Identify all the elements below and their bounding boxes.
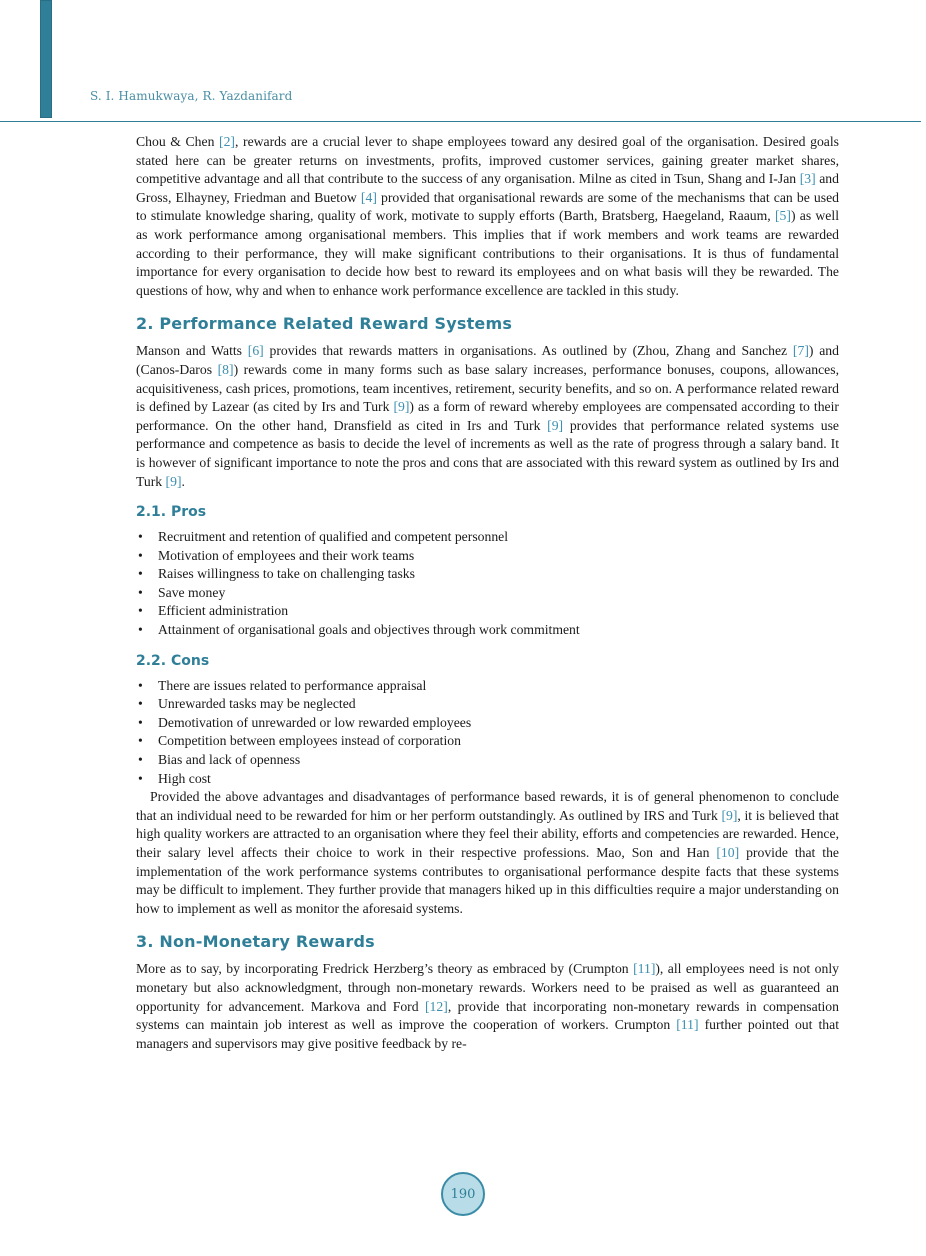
list-item: • Raises willingness to take on challenging tasks — [136, 565, 839, 584]
text-run: and Gross, Elhayney, Friedman and Buetow — [136, 171, 839, 205]
text-run: Manson and Watts — [136, 343, 248, 359]
section3-paragraph — [136, 960, 839, 1053]
text-run: . — [181, 473, 185, 489]
article-body — [136, 133, 839, 1053]
citation-link[interactable]: [10] — [716, 845, 740, 860]
citation-link[interactable]: [5] — [774, 208, 791, 224]
text-run: ) rewards come in many forms such as base salary increases, performance bonuses, coupons, allowances, acquisitiveness, cash prices, promotions, team incentives, retirement, security benefits, and so on. A performance related reward is defined by Lazear (as cited by Irs and Turk — [136, 361, 839, 415]
citation-link[interactable]: [2] — [219, 134, 235, 149]
list-item: • Save money — [136, 584, 839, 603]
section-heading: 2. Performance Related Reward Systems — [136, 314, 513, 334]
citation-link[interactable]: [3] — [799, 171, 816, 187]
list-item: • There are issues related to performance appraisal — [136, 677, 839, 696]
page-number-badge — [441, 1172, 485, 1216]
list-item: • Unrewarded tasks may be neglected — [136, 695, 839, 714]
text-run: , it is believed that high quality workers are attracted to an organisation where they feel their ability, efforts and competencies are rewarded. Hence, their salary level affects their choice to work in their respective professions. Mao, Son and Han — [136, 807, 839, 860]
pros-list — [136, 528, 839, 640]
text-run: ) as a form of reward whereby employees are compensated according to their performance. On the other hand, Dransfield as cited in Irs and Turk — [136, 399, 839, 433]
text-run: provides that rewards matters in organisations. As outlined by (Zhou, Zhang and Sanchez — [263, 343, 793, 359]
header-rule — [0, 121, 921, 122]
section-heading: 3. Non-Monetary Rewards — [136, 932, 375, 952]
text-run: ) as well as work performance among organisational members. This implies that if work members and work teams are rewarded according to their performance, they will make significant contributions to their organisations. It is thus of fundamental importance for every organisation to decide how best to reward its employees and on what basis will they be rewarded. The questions of how, why and when to enhance work performance excellence are tackled in this study. — [136, 208, 839, 298]
list-item: • Bias and lack of openness — [136, 751, 839, 770]
text-run: provides that performance related systems use performance and competence as basis to decide the level of increments as well as the rate of progress through a salary band. It is however of significant importance to note the pros and cons that are associated with this reward system as outlined by Irs and Turk — [136, 417, 839, 489]
text-run: , rewards are a crucial lever to shape employees toward any desired goal of the organisation. Desired goals stated here can be greater returns on investments, profits, improved customer services, gaining greater market shares, competitive advantage and all that contribute to the success of any organisation. Milne as cited in Tsun, Shang and I-Jan — [136, 134, 839, 187]
text-run: More as to say, by incorporating Fredrick Herzberg’s theory as embraced by (Crumpton — [136, 961, 634, 977]
list-item: • Efficient administration — [136, 602, 839, 621]
intro-paragraph — [136, 133, 839, 300]
section2-closing-paragraph — [136, 788, 839, 918]
citation-link[interactable]: [7] — [792, 343, 809, 359]
list-item: • Competition between employees instead of corporation — [136, 732, 839, 751]
page-number: 190 — [450, 1186, 476, 1202]
text-run: Chou & Chen — [136, 134, 220, 149]
section2-paragraph — [136, 342, 839, 491]
list-item: • Recruitment and retention of qualified and competent personnel — [136, 528, 839, 547]
citation-link[interactable]: [11] — [676, 1017, 699, 1033]
citation-link[interactable]: [6] — [247, 343, 264, 359]
list-item: • Motivation of employees and their work teams — [136, 547, 839, 566]
subsection-heading-pros: 2.1. Pros — [136, 504, 207, 521]
text-run: , provide that incorporating non-monetary rewards in compensation systems can maintain job interest as well as improve the cooperation of workers. Crumpton — [136, 998, 839, 1033]
citation-link[interactable]: [11] — [633, 961, 656, 977]
citation-link[interactable]: [12] — [425, 998, 448, 1014]
header-accent-bar — [40, 0, 52, 118]
subsection-heading-cons: 2.2. Cons — [136, 652, 210, 669]
text-run: further pointed out that managers and supervisors may give positive feedback by re- — [136, 1017, 839, 1051]
citation-link[interactable]: [4] — [360, 189, 377, 205]
text-run: provided that organisational rewards are some of the mechanisms that can be used to stimulate knowledge sharing, quality of work, motivate to supply efforts (Barth, Bratsberg, Haegeland, Raaum, — [136, 189, 839, 224]
text-run: ) and (Canos-Daros — [136, 343, 839, 377]
citation-link[interactable]: [9] — [393, 399, 410, 415]
running-head-authors: S. I. Hamukwaya, R. Yazdanifard — [90, 89, 293, 103]
citation-link[interactable]: [9] — [547, 417, 564, 433]
text-run: provide that the implementation of the work performance systems contributes to organisational performance despite facts that these systems may be difficult to implement. They further provide that managers hiked up in this difficulties require a major understanding on how to implement as well as monitor the aforesaid systems. — [136, 845, 839, 916]
citation-link[interactable]: [9] — [165, 473, 182, 489]
text-run: Provided the above advantages and disadvantages of performance based rewards, it is of general phenomenon to conclude that an individual need to be rewarded for him or her perform outstandingly. As outlined by IRS and Turk — [136, 789, 839, 823]
list-item: • Demotivation of unrewarded or low rewarded employees — [136, 714, 839, 733]
list-item: • High cost — [136, 770, 839, 789]
list-item: • Attainment of organisational goals and objectives through work commitment — [136, 621, 839, 640]
cons-list — [136, 677, 839, 789]
citation-link[interactable]: [8] — [217, 361, 234, 377]
citation-link[interactable]: [9] — [721, 807, 738, 823]
text-run: ), all employees need is not only monetary but also acknowledgment, through non-monetary rewards. Workers need to be praised as well as guaranteed an opportunity for advancement. Markova and Ford — [136, 961, 839, 1014]
